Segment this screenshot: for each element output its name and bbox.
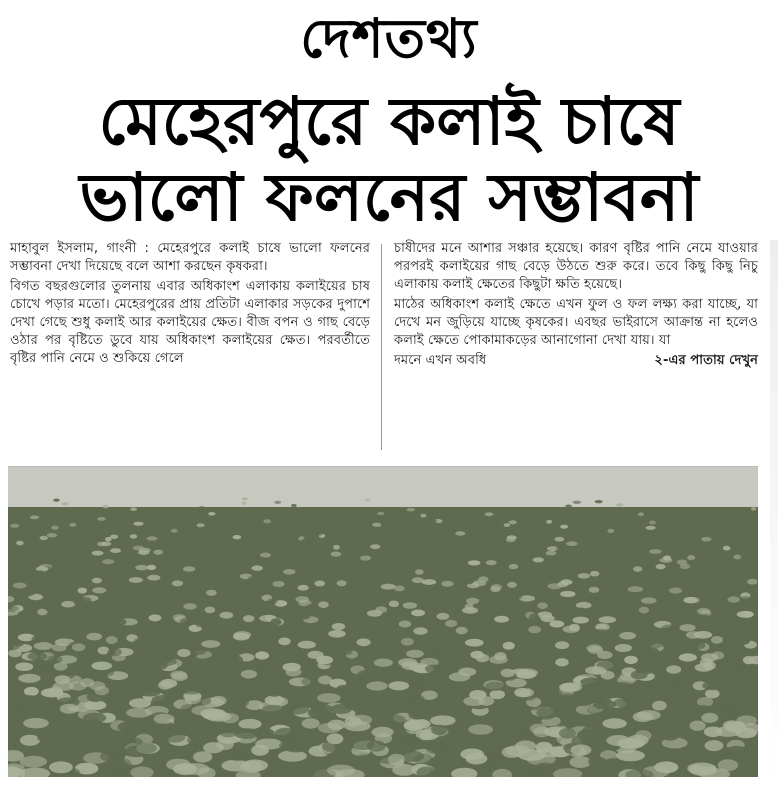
article-tail: [394, 352, 758, 370]
article-column-right: [394, 240, 758, 370]
article-paragraph: মাঠের অধিকাংশ কলাই ক্ষেতে এখন ফুল ও ফল লক্ষ্য করা যাচ্ছে, যা দেখে মন জুড়িয়ে যাচ্ছে কৃষকের। এবছর ভাইরাসে আক্রান্ত না হলেও কলাই ক্ষেতে পোকামাকড়ের আনাগোনা দেখা যায়। যা: [394, 297, 758, 348]
field-photo-image: [8, 467, 758, 777]
column-divider: [381, 244, 382, 450]
headline-line-2: ভালো ফলনের সম্ভাবনা: [79, 159, 699, 236]
continued-on-page-link[interactable]: ২-এর পাতায় দেখুন: [654, 353, 758, 368]
page-edge: [770, 240, 778, 785]
field-photo: [8, 466, 758, 777]
masthead: দেশতথ্য: [300, 7, 478, 70]
article-paragraph: চাষীদের মনে আশার সঞ্চার হয়েছে। কারণ বৃষ্টির পানি নেমে যাওয়ার পরপরই কলাইয়ের গাছ বেড়ে উঠতে শুরু করে। তবে কিছু কিছু নিচু এলাকায় কলাই ক্ষেতের কিছুটা ক্ষতি হয়েছে।: [394, 241, 758, 292]
article-tail-text: দমনে এখন অবধি: [394, 353, 487, 368]
article-paragraph: মাহাবুল ইসলাম, গাংনী : মেহেরপুরে কলাই চাষে ভালো ফলনের সম্ভাবনা দেখা দিয়েছে বলে আশা করছেন কৃষকরা।: [10, 241, 370, 274]
headline-line-1: মেহেরপুরে কলাই চাষে: [98, 83, 680, 160]
article-paragraph: বিগত বছরগুলোর তুলনায় এবার অধিকাংশ এলাকায় কলাইয়ের চাষ চোখে পড়ার মতো। মেহেরপুরের প্রায় প্রতিটা এলাকার সড়কের দুপাশে দেখা গেছে শুধু কলাই আর কলাইয়ের ক্ষেত। বীজ বপন ও গাছ বেড়ে ওঠার পর বৃষ্টিতে ডুবে যায় অধিকাংশ কলাইয়ের ক্ষেত। পরবর্তীতে বৃষ্টির পানি নেমে ও শুকিয়ে গেলে: [10, 279, 370, 366]
article-column-left: [10, 240, 370, 370]
